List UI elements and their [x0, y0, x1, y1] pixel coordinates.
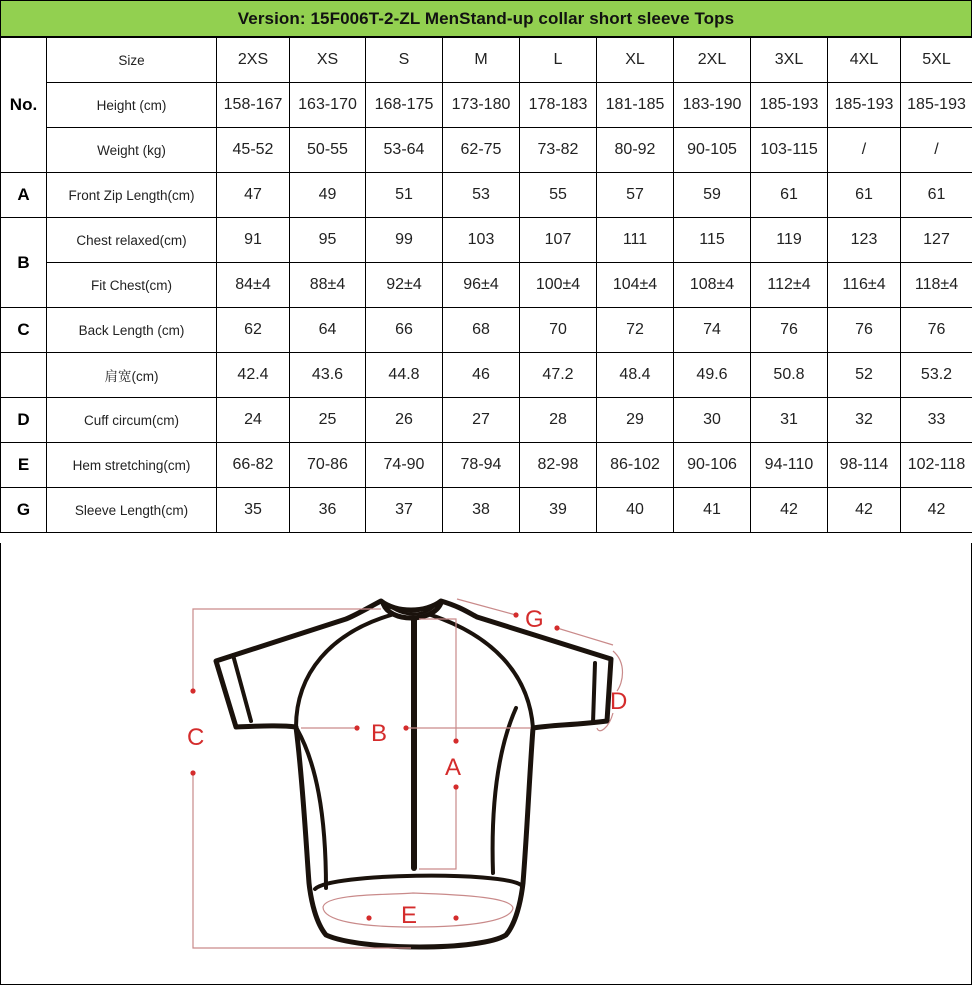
table-cell: 90-105: [674, 128, 751, 173]
table-cell: 94-110: [751, 443, 828, 488]
table-cell: 53.2: [901, 353, 972, 398]
row-label: Front Zip Length(cm): [47, 173, 217, 218]
row-label: Hem stretching(cm): [47, 443, 217, 488]
table-cell: 185-193: [901, 83, 972, 128]
table-cell: 115: [674, 218, 751, 263]
table-cell: 86-102: [597, 443, 674, 488]
table-cell: 45-52: [217, 128, 290, 173]
table-cell: 76: [901, 308, 972, 353]
row-label: Back Length (cm): [47, 308, 217, 353]
table-cell: 82-98: [520, 443, 597, 488]
table-row: [1, 83, 972, 128]
table-cell: 42: [751, 488, 828, 533]
row-key-cell: [1, 353, 47, 398]
table-cell: 64: [290, 308, 366, 353]
row-label: Cuff circum(cm): [47, 398, 217, 443]
table-cell: 52: [828, 353, 901, 398]
table-cell: 44.8: [366, 353, 443, 398]
table-cell: 62: [217, 308, 290, 353]
table-cell: 92±4: [366, 263, 443, 308]
row-label: Fit Chest(cm): [47, 263, 217, 308]
table-cell: 88±4: [290, 263, 366, 308]
row-key-cell: E: [1, 443, 47, 488]
marker-dot: [554, 625, 559, 630]
table-cell: 41: [674, 488, 751, 533]
table-row: [1, 218, 972, 263]
table-cell: 26: [366, 398, 443, 443]
marker-dot: [403, 725, 408, 730]
row-key-cell: A: [1, 173, 47, 218]
table-cell: 158-167: [217, 83, 290, 128]
hem-band: [315, 876, 521, 889]
table-cell: 96±4: [443, 263, 520, 308]
table-row: [1, 443, 972, 488]
garment-diagram: [0, 543, 972, 985]
table-cell: 47: [217, 173, 290, 218]
marker-dot: [190, 688, 195, 693]
table-cell: 46: [443, 353, 520, 398]
table-row: [1, 488, 972, 533]
row-label: Weight (kg): [47, 128, 217, 173]
table-cell: 100±4: [520, 263, 597, 308]
size-header-cell: 4XL: [828, 38, 901, 83]
table-cell: 61: [901, 173, 972, 218]
label-a: A: [445, 754, 462, 781]
table-cell: 185-193: [751, 83, 828, 128]
table-row: [1, 308, 972, 353]
table-cell: 61: [751, 173, 828, 218]
size-header-cell: 2XL: [674, 38, 751, 83]
marker-dot: [453, 784, 458, 789]
table-cell: 47.2: [520, 353, 597, 398]
table-cell: 111: [597, 218, 674, 263]
table-cell: 76: [751, 308, 828, 353]
table-cell: 95: [290, 218, 366, 263]
marker-dot: [513, 612, 518, 617]
right-sleeve-cuff: [593, 663, 595, 723]
row-key-cell: D: [1, 398, 47, 443]
marker-dot: [453, 915, 458, 920]
table-cell: 38: [443, 488, 520, 533]
jersey-illustration: [1, 543, 972, 985]
table-cell: 53-64: [366, 128, 443, 173]
table-cell: 99: [366, 218, 443, 263]
table-cell: 39: [520, 488, 597, 533]
table-cell: 68: [443, 308, 520, 353]
table-cell: 102-118: [901, 443, 972, 488]
size-header-cell: M: [443, 38, 520, 83]
table-row: [1, 353, 972, 398]
table-cell: 49.6: [674, 353, 751, 398]
table-cell: 108±4: [674, 263, 751, 308]
table-cell: 50.8: [751, 353, 828, 398]
marker-dot: [366, 915, 371, 920]
table-row: [1, 263, 972, 308]
table-cell: 72: [597, 308, 674, 353]
table-cell: 178-183: [520, 83, 597, 128]
table-row: [1, 398, 972, 443]
table-cell: 43.6: [290, 353, 366, 398]
table-cell: 183-190: [674, 83, 751, 128]
right-side-panel: [493, 708, 516, 873]
table-cell: 123: [828, 218, 901, 263]
row-key-cell: B: [1, 218, 47, 308]
chart-title: Version: 15F006T-2-ZL MenStand-up collar short sleeve Tops: [0, 0, 972, 37]
table-cell: 84±4: [217, 263, 290, 308]
size-header-cell: L: [520, 38, 597, 83]
marker-dot: [453, 738, 458, 743]
table-cell: 70-86: [290, 443, 366, 488]
table-cell: 185-193: [828, 83, 901, 128]
table-cell: 55: [520, 173, 597, 218]
size-header-cell: 2XS: [217, 38, 290, 83]
row-key-cell: G: [1, 488, 47, 533]
table-cell: 98-114: [828, 443, 901, 488]
table-cell: 78-94: [443, 443, 520, 488]
table-cell: 51: [366, 173, 443, 218]
table-body: [1, 38, 972, 533]
table-cell: 173-180: [443, 83, 520, 128]
label-g: G: [525, 606, 544, 633]
table-cell: 40: [597, 488, 674, 533]
table-cell: 28: [520, 398, 597, 443]
label-d: D: [610, 688, 628, 715]
table-cell: 66-82: [217, 443, 290, 488]
label-c: C: [187, 724, 205, 751]
table-cell: 127: [901, 218, 972, 263]
table-cell: 57: [597, 173, 674, 218]
table-cell: 104±4: [597, 263, 674, 308]
table-cell: 103-115: [751, 128, 828, 173]
size-header-cell: 3XL: [751, 38, 828, 83]
table-cell: 74-90: [366, 443, 443, 488]
size-header-cell: S: [366, 38, 443, 83]
size-header-cell: 5XL: [901, 38, 972, 83]
table-cell: 37: [366, 488, 443, 533]
table-cell: 59: [674, 173, 751, 218]
table-cell: 76: [828, 308, 901, 353]
table-cell: 25: [290, 398, 366, 443]
table-cell: 112±4: [751, 263, 828, 308]
size-header-row: [1, 38, 972, 83]
table-cell: 73-82: [520, 128, 597, 173]
table-row: [1, 173, 972, 218]
table-cell: 30: [674, 398, 751, 443]
table-cell: 107: [520, 218, 597, 263]
table-cell: 36: [290, 488, 366, 533]
table-cell: 103: [443, 218, 520, 263]
measure-a-line: [419, 619, 456, 741]
size-header-cell: XL: [597, 38, 674, 83]
table-cell: 181-185: [597, 83, 674, 128]
size-table: [0, 37, 972, 533]
table-cell: 53: [443, 173, 520, 218]
table-cell: 49: [290, 173, 366, 218]
left-sleeve-cuff: [233, 655, 251, 721]
table-cell: 90-106: [674, 443, 751, 488]
table-row: [1, 128, 972, 173]
measure-e-ellipse: [323, 893, 513, 927]
size-header-cell: XS: [290, 38, 366, 83]
label-b: B: [371, 720, 388, 747]
table-cell: 74: [674, 308, 751, 353]
table-cell: 66: [366, 308, 443, 353]
table-cell: /: [828, 128, 901, 173]
marker-dot: [190, 770, 195, 775]
table-cell: 29: [597, 398, 674, 443]
table-cell: 80-92: [597, 128, 674, 173]
table-cell: 50-55: [290, 128, 366, 173]
row-label: Chest relaxed(cm): [47, 218, 217, 263]
table-cell: 32: [828, 398, 901, 443]
table-cell: 118±4: [901, 263, 972, 308]
table-cell: 48.4: [597, 353, 674, 398]
table-cell: 33: [901, 398, 972, 443]
table-cell: 119: [751, 218, 828, 263]
table-cell: 62-75: [443, 128, 520, 173]
table-cell: 24: [217, 398, 290, 443]
table-cell: 61: [828, 173, 901, 218]
table-cell: /: [901, 128, 972, 173]
measure-a-line-lower: [419, 787, 456, 869]
row-key-cell: C: [1, 308, 47, 353]
table-cell: 168-175: [366, 83, 443, 128]
table-cell: 70: [520, 308, 597, 353]
table-cell: 31: [751, 398, 828, 443]
measure-d-arc: [613, 651, 623, 691]
table-cell: 27: [443, 398, 520, 443]
table-cell: 91: [217, 218, 290, 263]
row-label: Sleeve Length(cm): [47, 488, 217, 533]
row-label: Height (cm): [47, 83, 217, 128]
marker-dot: [354, 725, 359, 730]
table-cell: 35: [217, 488, 290, 533]
table-cell: 42: [828, 488, 901, 533]
table-cell: 163-170: [290, 83, 366, 128]
table-cell: 116±4: [828, 263, 901, 308]
row-label: 肩宽(cm): [47, 353, 217, 398]
table-cell: 42.4: [217, 353, 290, 398]
no-header-cell: No.: [1, 38, 47, 173]
label-e: E: [401, 902, 418, 929]
row-label: Size: [47, 38, 217, 83]
table-cell: 42: [901, 488, 972, 533]
